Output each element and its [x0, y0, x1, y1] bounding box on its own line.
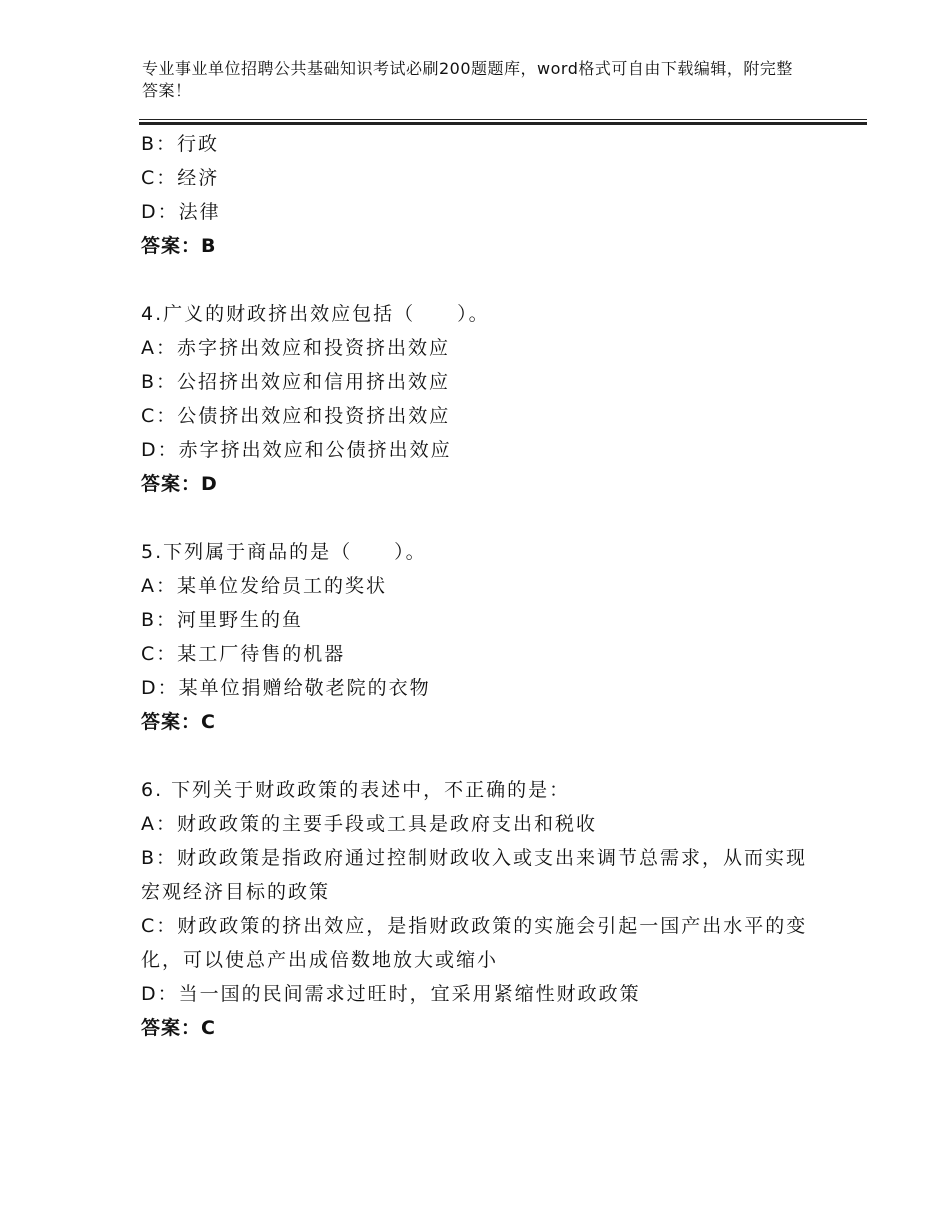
- question-4-stem: 4.广义的财政挤出效应包括（ ）。: [141, 303, 490, 325]
- spacer: [141, 739, 821, 773]
- question-3-option-b: B：行政: [141, 133, 220, 155]
- question-4-option-b: B：公招挤出效应和信用挤出效应: [141, 371, 451, 393]
- question-6-option-d: D：当一国的民间需求过旺时，宜采用紧缩性财政政策: [141, 983, 641, 1005]
- question-6-option-a: A：财政政策的主要手段或工具是政府支出和税收: [141, 813, 597, 835]
- question-5-option-a: A：某单位发给员工的奖状: [141, 575, 387, 597]
- question-5-answer: 答案：C: [141, 711, 216, 733]
- question-3-answer: 答案：B: [141, 235, 217, 257]
- question-4-option-c: C：公债挤出效应和投资挤出效应: [141, 405, 451, 427]
- header-divider-thick: [139, 122, 867, 125]
- question-4-option-d: D：赤字挤出效应和公债挤出效应: [141, 439, 452, 461]
- question-5-block: [141, 535, 821, 739]
- question-4-block: [141, 297, 821, 501]
- question-4-option-a: A：赤字挤出效应和投资挤出效应: [141, 337, 450, 359]
- spacer: [141, 263, 821, 297]
- question-6-stem: 6. 下列关于财政政策的表述中，不正确的是：: [141, 779, 571, 801]
- question-3-option-c: C：经济: [141, 167, 220, 189]
- question-3-option-d: D：法律: [141, 201, 221, 223]
- document-body: [141, 127, 821, 1045]
- question-5-option-d: D：某单位捐赠给敬老院的衣物: [141, 677, 431, 699]
- question-6-block: [141, 773, 821, 1045]
- question-6-option-c: C：财政政策的挤出效应，是指财政政策的实施会引起一国产出水平的变化，可以使总产出成倍数地放大或缩小: [141, 915, 808, 971]
- question-3-block: [141, 127, 821, 263]
- question-5-stem: 5.下列属于商品的是（ ）。: [141, 541, 427, 563]
- page-header: 专业事业单位招聘公共基础知识考试必刷200题题库，word格式可自由下载编辑，附完整答案！: [142, 59, 793, 100]
- spacer: [141, 501, 821, 535]
- question-6-answer: 答案：C: [141, 1017, 216, 1039]
- header-divider-thin: [139, 119, 867, 120]
- question-4-answer: 答案：D: [141, 473, 218, 495]
- question-5-option-c: C：某工厂待售的机器: [141, 643, 346, 665]
- question-5-option-b: B：河里野生的鱼: [141, 609, 304, 631]
- question-6-option-b: B：财政政策是指政府通过控制财政收入或支出来调节总需求，从而实现宏观经济目标的政策: [141, 847, 808, 903]
